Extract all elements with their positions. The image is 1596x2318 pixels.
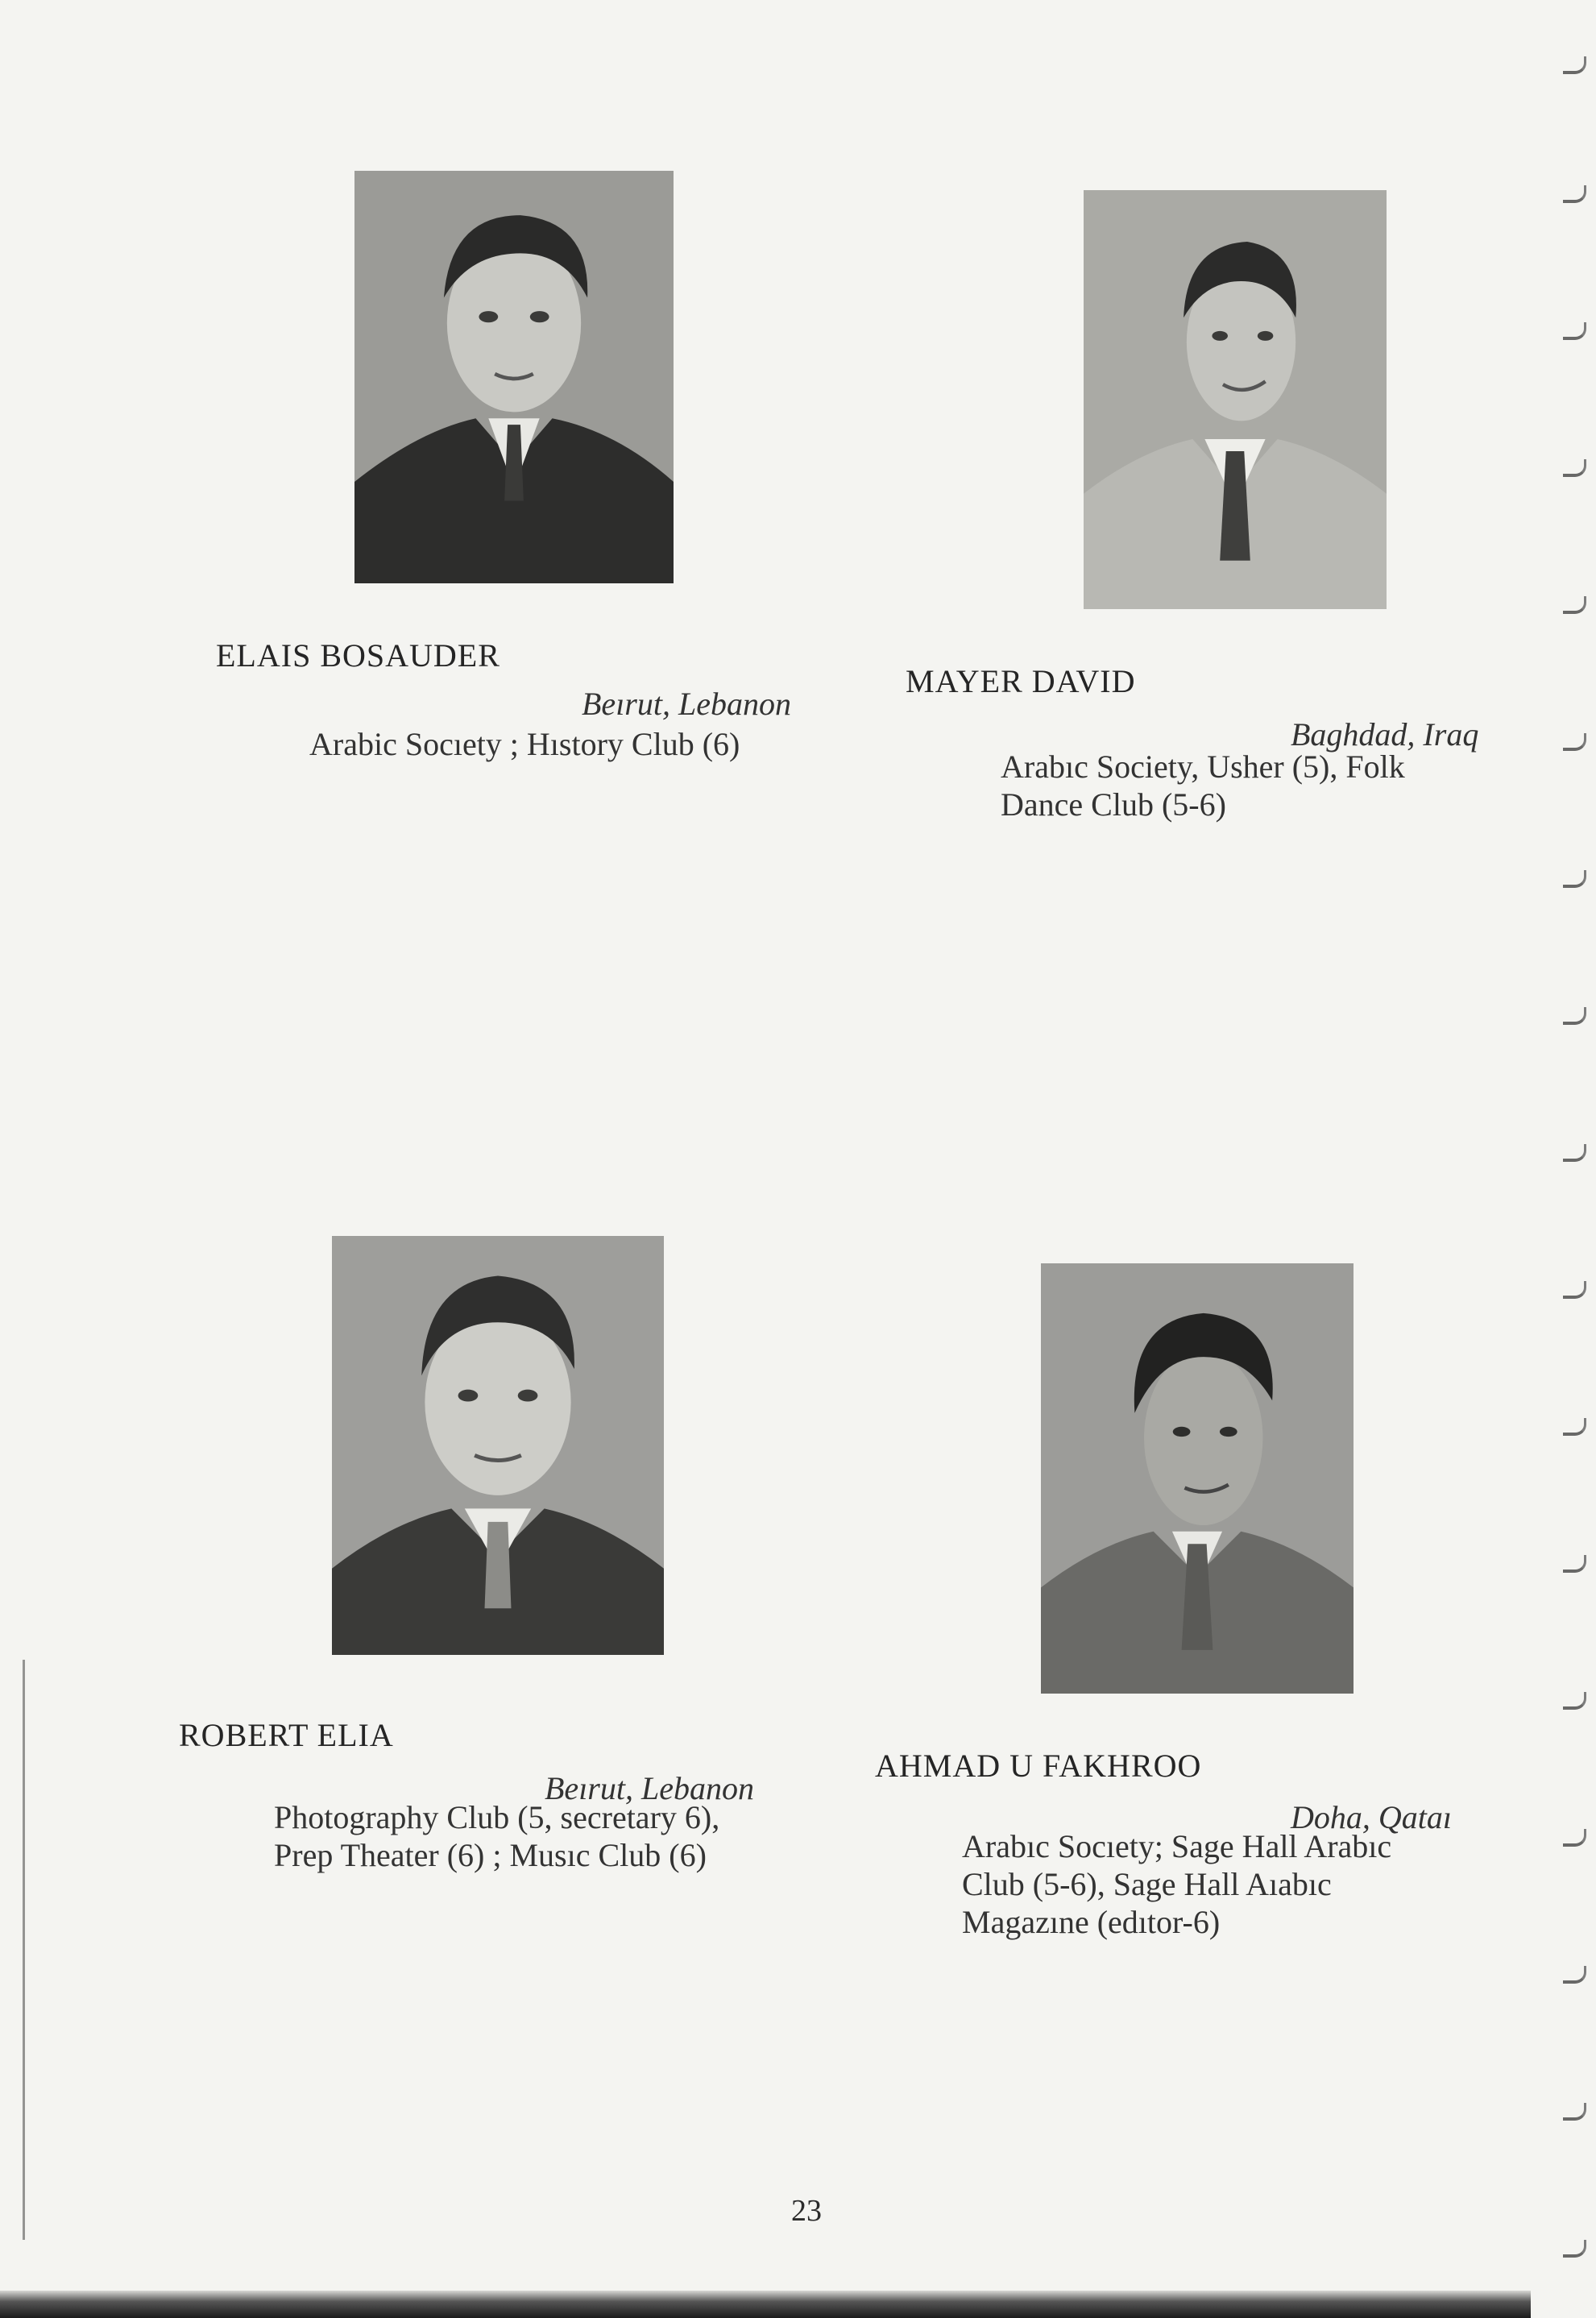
portrait-photo bbox=[1041, 1263, 1353, 1694]
activities-line: Arabıc Socıety; Sage Hall Arabıc bbox=[962, 1828, 1392, 1864]
portrait-photo bbox=[332, 1236, 664, 1655]
activities-line: Club (5-6), Sage Hall Aıabıc bbox=[962, 1866, 1332, 1902]
student-name: AHMAD U FAKHROO bbox=[875, 1748, 1202, 1784]
activities-line: Dance Club (5-6) bbox=[1001, 786, 1226, 823]
activities-line: Magazıne (edıtor-6) bbox=[962, 1904, 1221, 1940]
student-activities: Arabic Socıety ; Hıstory Club (6) bbox=[309, 726, 740, 762]
student-hometown: Beırut, Lebanon bbox=[582, 686, 791, 722]
activities-line: Arabıc Society, Usher (5), Folk bbox=[1001, 748, 1405, 785]
activities-line: Photography Club (5, secretary 6), bbox=[274, 1799, 720, 1835]
page-number: 23 bbox=[791, 2194, 822, 2228]
spiral-binding bbox=[1540, 0, 1596, 2318]
scan-edge bbox=[0, 2291, 1531, 2318]
portrait-photo bbox=[354, 171, 674, 583]
student-name: ELAIS BOSAUDER bbox=[216, 637, 500, 674]
student-activities bbox=[962, 1827, 1478, 1941]
student-activities bbox=[274, 1798, 790, 1874]
student-hometown: Beırut, Lebanon bbox=[545, 1770, 754, 1806]
student-hometown: Baghdad, Iraq bbox=[1291, 716, 1479, 753]
student-activities bbox=[1001, 748, 1507, 823]
margin-mark bbox=[23, 1660, 25, 2240]
student-hometown: Doha, Qataı bbox=[1291, 1799, 1452, 1835]
activities-line: Prep Theater (6) ; Musıc Club (6) bbox=[274, 1837, 707, 1873]
student-name: MAYER DAVID bbox=[906, 663, 1136, 699]
portrait-photo bbox=[1084, 190, 1387, 609]
student-name: ROBERT ELIA bbox=[179, 1717, 394, 1753]
